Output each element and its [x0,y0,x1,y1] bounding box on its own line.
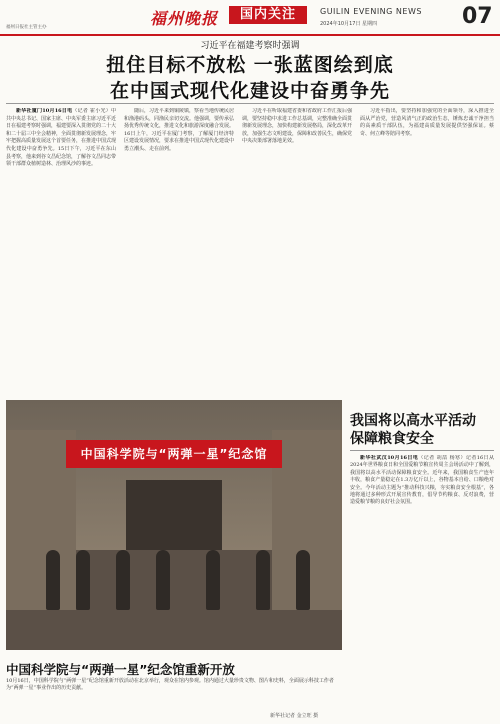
page-number: 07 [462,4,493,29]
photo-byline: 新华社记者 金立旺 摄 [270,713,319,719]
visitor-figure [156,550,170,610]
main-story-kicker: 习近平在福建考察时强调 [200,41,300,51]
issue-date: 2024年10月17日 星期四 [320,21,378,27]
main-story-column-2 [124,108,234,400]
photo-story-text: 10月16日，中国科学院与“两弹一星”纪念馆重新开放活动在北京举行，观众在馆内参观。馆内通过大量珍贵文物、图片和史料，全面展示科技工作者为“两弹一星”事业作出的历史贡献。 [6,678,334,691]
visitor-figure [46,550,60,610]
visitor-figure [206,550,220,610]
side-story-divider [350,450,494,451]
visitor-figure [256,550,270,610]
main-story-column-3 [242,108,352,400]
section-label: 国内关注 [229,6,307,24]
newspaper-logo: 福州晚报 [150,9,219,28]
photo-banner: 中国科学院与“两弹一星”纪念馆 [66,440,282,468]
photo-story-title: 中国科学院与“两弹一星”纪念馆重新开放 [6,662,235,677]
main-story-column-4 [360,108,494,400]
masthead-note: 福州日报社主管主办 [6,25,47,30]
news-photo [6,400,342,650]
visitor-figure [76,550,90,610]
main-story-text-1: （记者 霍小光）中共中央总书记、国家主席、中央军委主席习近平近日在福建考察时强调，福建要深入贯彻党的二十大和二十届三中全会精神，全面贯彻新发展理念，牢牢把握高质量发展这个首要任务，在推进中国式现代化建设中奋勇争先。15日下午，习近平在东山县考察，他来到谷文昌纪念馆，了解谷文昌同志带领干部群众植树造林、治理风沙的事迹。 [6,108,116,168]
page-header [0,0,500,36]
side-story-dateline: 新华社武汉10月16日电 [360,455,419,461]
main-story-dateline: 新华社厦门10月16日电 [16,108,73,114]
main-headline-line-1: 扭住目标不放松 一张蓝图绘到底 [106,54,394,76]
side-story-title-line-2: 保障粮食安全 [350,431,434,447]
main-headline-line-2: 在中国式现代化建设中奋勇争先 [109,80,390,102]
newspaper-name-english: GUILIN EVENING NEWS [320,7,422,16]
main-story-text-4: 习近平指出，要坚持和加强党的全面领导，深入推进全面从严治党，营造风清气正的政治生态，锤炼忠诚干净担当的高素质干部队伍，为福建高质量发展提供坚强保证。蔡奇、何立峰等陪同考察。 [360,108,494,137]
main-story-text-2: 随后，习近平来到铜陵镇，察看当地传统民居和渔港码头，同渔民亲切交流。他强调，要传承弘扬优秀传统文化，推进文化和旅游深度融合发展。16日上午，习近平在厦门考察，了解厦门经济特区建设发展情况，要求在推进中国式现代化建设中勇立潮头、走在前列。 [124,108,234,152]
side-story-title-line-1: 我国将以高水平活动 [350,413,476,429]
building-entrance [126,480,222,550]
visitor-figure [296,550,310,610]
headline-divider [6,103,494,104]
side-story-body [350,455,494,713]
main-story-text-3: 习近平在听取福建省委和省政府工作汇报后强调，要坚持稳中求进工作总基调，完整准确全面贯彻新发展理念，加快构建新发展格局，深化改革开放，加强生态文明建设，保障和改善民生，确保党中央决策部署落地见效。 [242,108,352,145]
main-story-column-1 [6,108,116,400]
visitor-figure [116,550,130,610]
side-story-text: （记者 胡喆 杨寒）记者16日从2024年世界粮食日和全国爱粮节粮宣传周主会场活动中了解到，我国将以高水平活动保障粮食安全。近年来，我国粮食生产连年丰收，粮食产量稳定在1.3万亿斤以上，谷物基本自给、口粮绝对安全。今年活动主题为“推动科技兴粮，夯实粮食安全根基”，各地将通过多种形式开展宣传教育，倡导节约粮食、反对浪费，营造爱粮节粮的良好社会氛围。 [350,455,494,506]
